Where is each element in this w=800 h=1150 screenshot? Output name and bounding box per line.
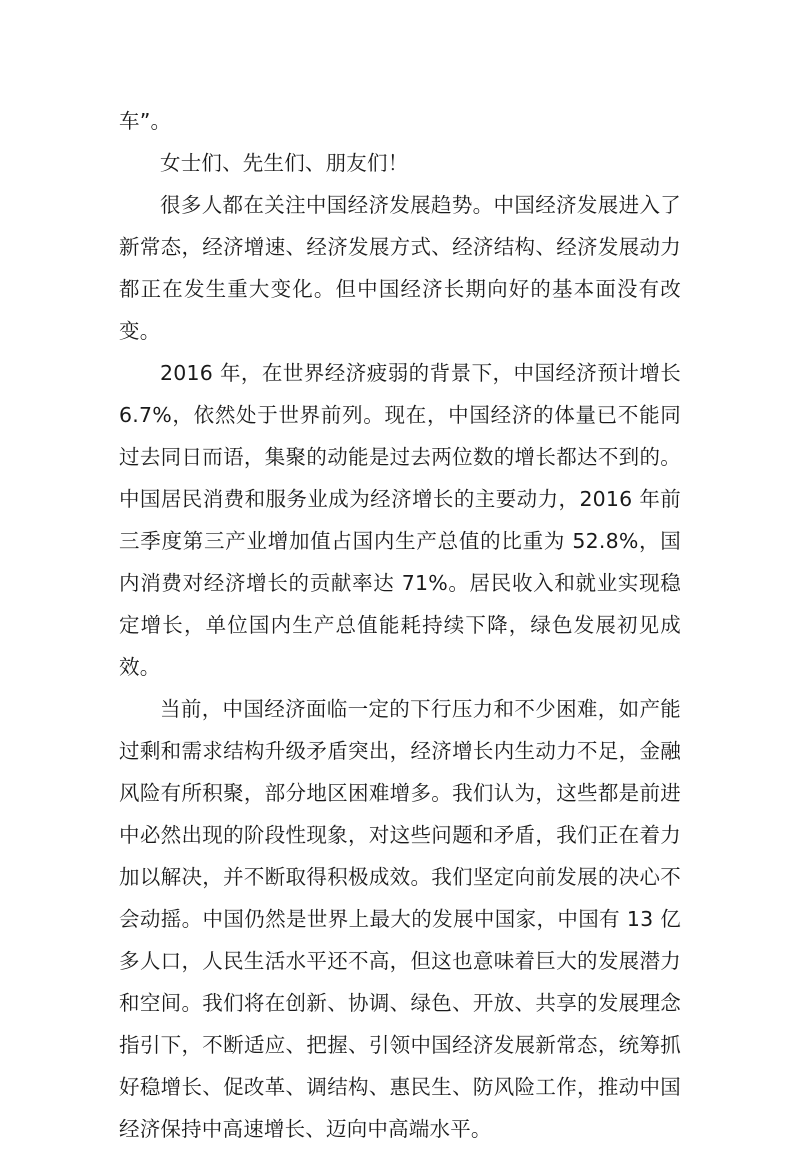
paragraph-continuation: 车”。 [119,109,172,133]
paragraph-trend: 很多人都在关注中国经济发展趋势。中国经济发展进入了新常态，经济增速、经济发展方式、经济结构、经济发展动力都正在发生重大变化。但中国经济长期向好的基本面没有改变。 [119,193,681,343]
paragraph-salutation: 女士们、先生们、朋友们！ [160,151,409,175]
document-body [119,100,681,1150]
paragraph-challenges: 当前，中国经济面临一定的下行压力和不少困难，如产能过剩和需求结构升级矛盾突出，经济增长内生动力不足，金融风险有所积聚，部分地区困难增多。我们认为，这些都是前进中必然出现的阶段性现象，对这些问题和矛盾，我们正在着力加以解决，并不断取得积极成效。我们坚定向前发展的决心不会动摇。中国仍然是世界上最大的发展中国家，中国有 13 亿多人口，人民生活水平还不高，但这也意味着巨大的发展潜力和空间。我们将在创新、协调、绿色、开放、共享的发展理念指引下，不断适应、把握、引领中国经济发展新常态，统筹抓好稳增长、促改革、调结构、惠民生、防风险工作，推动中国经济保持中高速增长、迈向中高端水平。 [119,697,681,1141]
paragraph-growth-2016: 2016 年，在世界经济疲弱的背景下，中国经济预计增长 6.7%，依然处于世界前列。现在，中国经济的体量已不能同过去同日而语，集聚的动能是过去两位数的增长都达不到的。中国居民消费和服务业成为经济增长的主要动力，2016 年前三季度第三产业增加值占国内生产总值的比重为 52.8%，国内消费对经济增长的贡献率达 71%。居民收入和就业实现稳定增长，单位国内生产总值能耗持续下降，绿色发展初见成效。 [119,361,681,679]
